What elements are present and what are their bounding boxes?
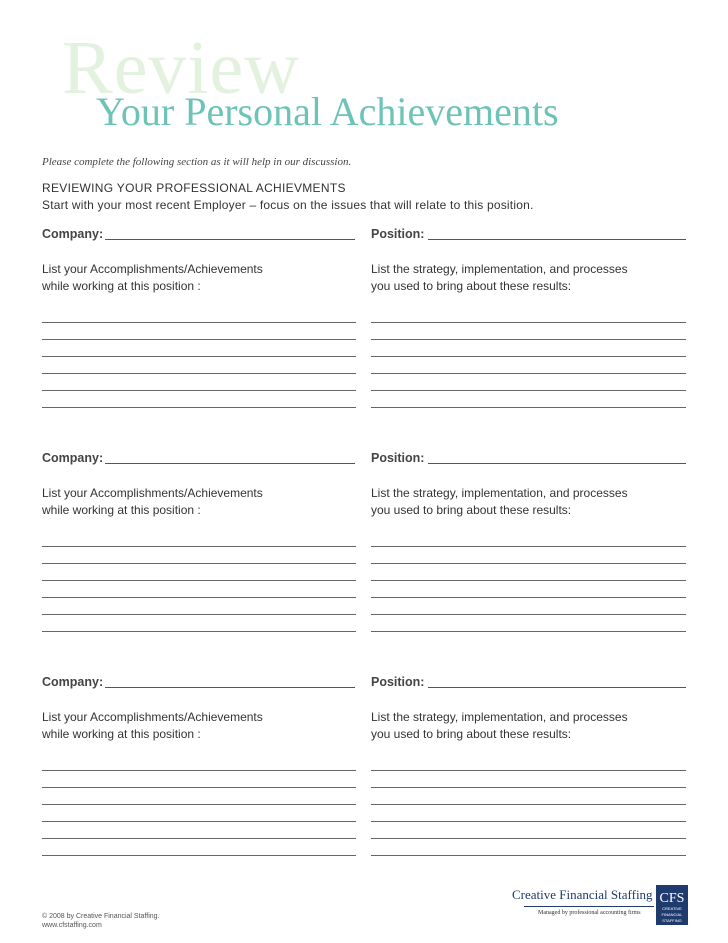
accomplishment-write-line[interactable] [42,563,356,564]
strategy-write-line[interactable] [371,373,686,374]
position-field[interactable] [428,239,686,240]
footer-divider [524,906,654,907]
strategy-write-line[interactable] [371,804,686,805]
position-field[interactable] [428,687,686,688]
accomplishment-write-line[interactable] [42,597,356,598]
instruction-line: you used to bring about these results: [371,503,572,517]
accomplishments-instructions [42,709,356,743]
strategy-write-line[interactable] [371,597,686,598]
company-label: Company: [42,451,104,465]
strategy-write-line[interactable] [371,838,686,839]
position-label: Position: [371,227,425,241]
accomplishment-write-line[interactable] [42,356,356,357]
strategy-write-line[interactable] [371,821,686,822]
accomplishment-write-line[interactable] [42,770,356,771]
strategy-write-line[interactable] [371,580,686,581]
footer-copyright [42,912,159,930]
strategy-instructions [371,485,686,519]
instruction-line: List the strategy, implementation, and processes [371,710,628,724]
instruction-line: List the strategy, implementation, and processes [371,262,628,276]
accomplishment-write-line[interactable] [42,546,356,547]
strategy-write-line[interactable] [371,614,686,615]
company-field[interactable] [105,463,355,464]
accomplishment-write-line[interactable] [42,580,356,581]
svg-text:FINANCIAL: FINANCIAL [661,912,683,917]
instruction-line: List the strategy, implementation, and processes [371,486,628,500]
copyright-text: © 2008 by Creative Financial Staffing. [42,913,160,920]
accomplishments-instructions [42,261,356,295]
strategy-write-line[interactable] [371,407,686,408]
page-title: Your Personal Achievements [96,89,559,134]
strategy-write-line[interactable] [371,631,686,632]
strategy-write-line[interactable] [371,855,686,856]
svg-text:CREATIVE: CREATIVE [662,906,682,911]
position-field[interactable] [428,463,686,464]
accomplishment-write-line[interactable] [42,821,356,822]
instruction-line: while working at this position : [42,727,201,741]
decorative-review-word: Review [62,26,301,110]
svg-text:CFS: CFS [659,891,685,906]
instruction-line: List your Accomplishments/Achievements [42,710,263,724]
strategy-write-line[interactable] [371,787,686,788]
accomplishments-instructions [42,485,356,519]
instruction-line: you used to bring about these results: [371,727,572,741]
accomplishment-write-line[interactable] [42,838,356,839]
strategy-instructions [371,709,686,743]
company-label: Company: [42,675,104,689]
website-url: www.cfstaffing.com [42,922,102,929]
accomplishment-write-line[interactable] [42,787,356,788]
footer-tagline: Managed by professional accounting firms [538,910,641,916]
svg-text:STAFFING: STAFFING [662,918,682,923]
strategy-write-line[interactable] [371,770,686,771]
accomplishment-write-line[interactable] [42,390,356,391]
strategy-instructions [371,261,686,295]
position-label: Position: [371,675,425,689]
strategy-write-line[interactable] [371,356,686,357]
strategy-write-line[interactable] [371,563,686,564]
accomplishment-write-line[interactable] [42,339,356,340]
instruction-line: you used to bring about these results: [371,279,572,293]
instruction-line: List your Accomplishments/Achievements [42,486,263,500]
position-label: Position: [371,451,425,465]
accomplishment-write-line[interactable] [42,855,356,856]
accomplishment-write-line[interactable] [42,614,356,615]
company-label: Company: [42,227,104,241]
strategy-write-line[interactable] [371,390,686,391]
accomplishment-write-line[interactable] [42,322,356,323]
intro-text: Please complete the following section as it will help in our discussion. [42,156,352,168]
accomplishment-write-line[interactable] [42,407,356,408]
section-subheading: Start with your most recent Employer – focus on the issues that will relate to this position. [42,198,534,212]
section-heading: REVIEWING YOUR PROFESSIONAL ACHIEVMENTS [42,181,346,195]
company-field[interactable] [105,687,355,688]
footer-company-name: Creative Financial Staffing [512,887,653,902]
strategy-write-line[interactable] [371,546,686,547]
strategy-write-line[interactable] [371,322,686,323]
accomplishment-write-line[interactable] [42,631,356,632]
instruction-line: while working at this position : [42,503,201,517]
accomplishment-write-line[interactable] [42,373,356,374]
instruction-line: List your Accomplishments/Achievements [42,262,263,276]
company-field[interactable] [105,239,355,240]
strategy-write-line[interactable] [371,339,686,340]
accomplishment-write-line[interactable] [42,804,356,805]
cfs-logo [656,885,688,925]
instruction-line: while working at this position : [42,279,201,293]
